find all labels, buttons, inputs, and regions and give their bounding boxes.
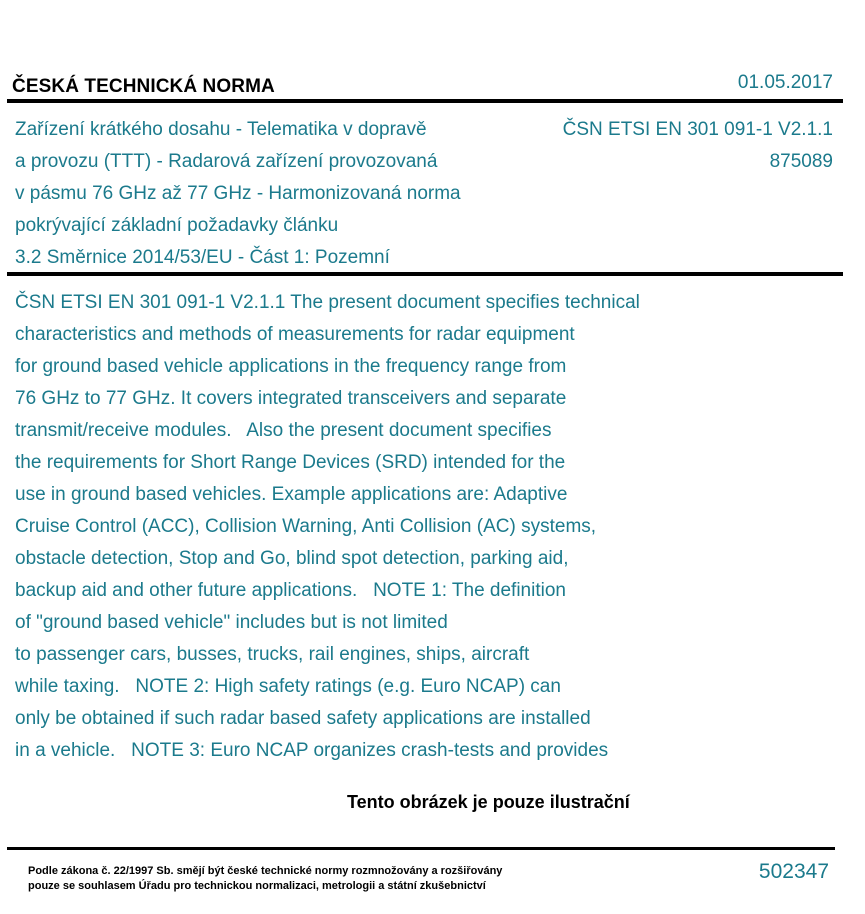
abstract-line: obstacle detection, Stop and Go, blind spot detection, parking aid, — [15, 548, 569, 569]
abstract-line: transmit/receive modules. Also the present document specifies — [15, 420, 552, 441]
illustrative-notice: Tento obrázek je pouze ilustrační — [347, 792, 630, 812]
standard-title-line: pokrývající základní požadavky článku — [15, 215, 339, 236]
abstract-line: 76 GHz to 77 GHz. It covers integrated transceivers and separate — [15, 388, 567, 409]
document-number: 502347 — [758, 860, 829, 883]
standard-identifier — [563, 114, 833, 178]
standard-title-line: a provozu (TTT) - Radarová zařízení provozovaná — [15, 151, 438, 172]
publication-date: 01.05.2017 — [737, 72, 833, 93]
standard-title-line: 3.2 Směrnice 2014/53/EU - Část 1: Pozemní — [15, 247, 390, 268]
abstract-line: backup aid and other future applications. NOTE 1: The definition — [15, 580, 566, 601]
title-divider — [7, 272, 843, 276]
abstract-line: Cruise Control (ACC), Collision Warning, Anti Collision (AC) systems, — [15, 516, 597, 537]
abstract-line: while taxing. NOTE 2: High safety ratings (e.g. Euro NCAP) can — [15, 676, 561, 697]
legal-line: pouze se souhlasem Úřadu pro technickou normalizaci, metrologii a státní zkušebnictví — [28, 880, 486, 892]
standard-code: ČSN ETSI EN 301 091-1 V2.1.1 — [562, 119, 833, 140]
abstract-line: characteristics and methods of measurements for radar equipment — [15, 324, 575, 345]
standard-title-line: Zařízení krátkého dosahu - Telematika v dopravě — [15, 119, 427, 140]
abstract-line: the requirements for Short Range Devices (SRD) intended for the — [15, 452, 566, 473]
header-divider — [7, 99, 843, 103]
standard-title-line: v pásmu 76 GHz až 77 GHz - Harmonizovaná norma — [15, 183, 461, 204]
legal-line: Podle zákona č. 22/1997 Sb. smějí být české technické normy rozmnožovány a rozšiřovány — [28, 865, 503, 877]
abstract-line: of "ground based vehicle" includes but is not limited — [15, 612, 448, 633]
abstract-line: in a vehicle. NOTE 3: Euro NCAP organizes crash-tests and provides — [15, 740, 609, 761]
abstract-line: only be obtained if such radar based safety applications are installed — [15, 708, 591, 729]
document-heading: ČESKÁ TECHNICKÁ NORMA — [12, 76, 275, 97]
abstract-line: for ground based vehicle applications in the frequency range from — [15, 356, 567, 377]
legal-notice — [28, 864, 502, 894]
abstract-text — [15, 287, 775, 767]
abstract-line: ČSN ETSI EN 301 091-1 V2.1.1 The present document specifies technical — [15, 292, 640, 313]
catalog-number: 875089 — [769, 151, 833, 172]
standard-title — [15, 114, 535, 274]
abstract-line: to passenger cars, busses, trucks, rail engines, ships, aircraft — [15, 644, 530, 665]
abstract-line: use in ground based vehicles. Example applications are: Adaptive — [15, 484, 568, 505]
footer-divider — [7, 847, 835, 850]
